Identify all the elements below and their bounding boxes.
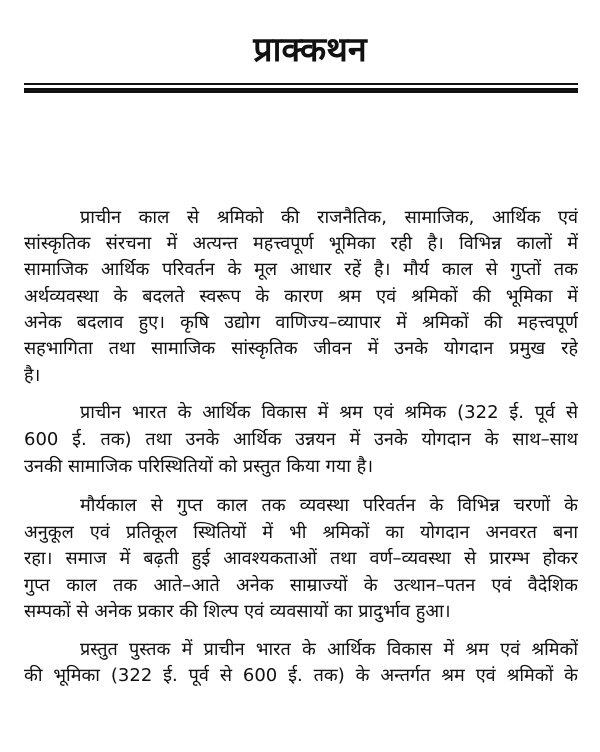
text-line: प्राचीन भारत के आर्थिक विकास में श्रम एवं श्रमिक (322 ई. पूर्व से [80, 402, 578, 423]
text-line: प्रस्तुत पुस्तक में प्राचीन भारत के आर्थिक विकास में श्रम एवं श्रमिकों [80, 639, 578, 660]
text-line: की भूमिका (322 ई. पूर्व से 600 ई. तक) के अन्तर्गत श्रम एवं श्रमिकों के [24, 665, 578, 686]
text-line: सामाजिक आर्थिक परिवर्तन के मूल आधार रहें है। मौर्य काल से गुप्तों तक [24, 259, 578, 280]
text-line: 600 ई. तक) तथा उनके आर्थिक उन्नयन में उनके योगदान के साथ–साथ [24, 429, 578, 450]
text-line: अर्थव्यवस्था के बदलते स्वरूप के कारण श्रम एवं श्रमिकों की भूमिका में [24, 286, 578, 307]
text-line: सम्पकों से अनेक प्रकार की शिल्प एवं व्यवसायों का प्रादुर्भाव हुआ। [24, 601, 451, 622]
text-line: अनेक बदलाव हुए। कृषि उद्योग वाणिज्य–व्यापार में श्रमिकों की महत्त्वपूर्ण [24, 312, 578, 333]
text-line: सांस्कृतिक संरचना में अत्यन्त महत्त्वपूर्ण भूमिका रही है। विभिन्न कालों में [24, 233, 578, 254]
text-line: उनकी सामाजिक परिस्थितियों को प्रस्तुत किया गया है। [24, 456, 374, 477]
text-line: है। [24, 365, 41, 386]
title-rule-thin [24, 83, 578, 85]
text-line: रहा। समाज में बढ़ती हुई आवश्यकताओं तथा वर्ण–व्यवस्था से प्रारम्भ होकर [24, 548, 578, 569]
text-line: प्राचीन काल से श्रमिको की राजनैतिक, सामाजिक, आर्थिक एवं [80, 207, 578, 228]
page-title: प्राक्कथन [253, 30, 367, 70]
text-line: मौर्यकाल से गुप्त काल तक व्यवस्था परिवर्तन के विभिन्न चरणों के [80, 495, 578, 516]
text-line: सहभागिता तथा सामाजिक सांस्कृतिक जीवन में उनके योगदान प्रमुख रहे [24, 338, 578, 359]
text-line: अनुकूल एवं प्रतिकूल स्थितियों में भी श्रमिकों का योगदान अनवरत बना [24, 522, 578, 543]
title-rule-thick [24, 88, 578, 93]
text-line: गुप्त काल तक आते–आते अनेक साम्राज्यों के उत्थान–पतन एवं वैदेशिक [24, 575, 578, 596]
